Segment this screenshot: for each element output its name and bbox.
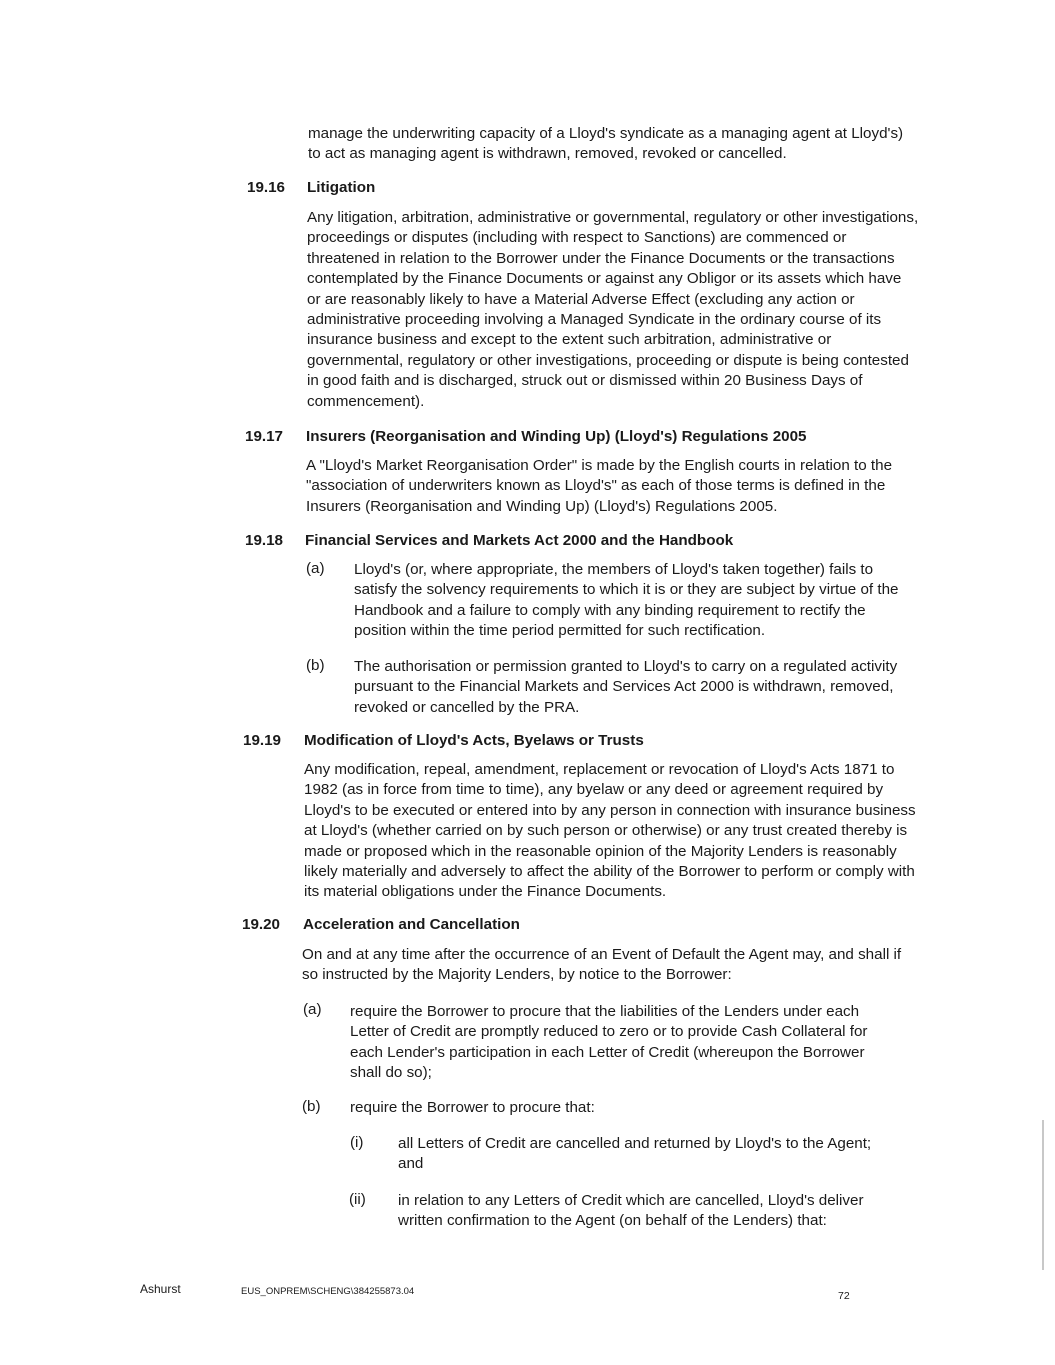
section-number-19-19: 19.19 [243, 732, 282, 749]
paragraph-label-a: (a) [303, 1001, 322, 1018]
section-heading-modification-lloyds-acts: Modification of Lloyd's Acts, Byelaws or Trusts [304, 732, 644, 749]
section-body-19-17: A "Lloyd's Market Reorganisation Order" is made by the English courts in relation to the "association of underwriters known as Lloyd's" as each of those terms is defined in the Insurers (Reorganisation and Winding Up) (Lloyd's) Regulations 2005. [306, 457, 893, 515]
section-heading-insurers-regulations: Insurers (Reorganisation and Winding Up) (Lloyd's) Regulations 2005 [306, 428, 807, 445]
subparagraph-19-20-b-i: all Letters of Credit are cancelled and returned by Lloyd's to the Agent; and [398, 1135, 872, 1173]
paragraph-19-18-a: Lloyd's (or, where appropriate, the members of Lloyd's taken together) fails to satisfy the solvency requirements to which it is or they are subject by virtue of the Handbook and a failure to comply with any binding requirement to rectify the position within the time period permitted for such rectification. [354, 561, 899, 640]
section-body-19-19: Any modification, repeal, amendment, replacement or revocation of Lloyd's Acts 1871 to 1982 (as in force from time to time), any byelaw or any deed or agreement required by Lloyd's to be executed or entered into by any person in connection with insurance business at Lloyd's (whether carried on by such person or otherwise) or any trust created thereby is made or proposed which in the reasonable opinion of the Majority Lenders is reasonably likely materially and adversely to affect the ability of the Borrower to perform or comply with its material obligations under the Finance Documents. [304, 761, 916, 901]
section-number-19-16: 19.16 [247, 179, 286, 196]
subparagraph-19-20-b-ii: in relation to any Letters of Credit which are cancelled, Lloyd's deliver written confirmation to the Agent (on behalf of the Lenders) that: [398, 1192, 864, 1230]
footer-page-number: 72 [838, 1290, 850, 1302]
paragraph-label-b: (b) [306, 657, 325, 674]
subparagraph-label-ii: (ii) [349, 1191, 366, 1208]
subparagraph-label-i: (i) [350, 1134, 364, 1151]
paragraph-19-18-b: The authorisation or permission granted to Lloyd's to carry on a regulated activity pursuant to the Financial Markets and Services Act 2000 is withdrawn, removed, revoked or cancelled by the PRA. [354, 658, 898, 716]
footer-firm-name: Ashurst [140, 1282, 181, 1296]
paragraph-label-b: (b) [302, 1098, 321, 1115]
scan-edge-mark [1042, 1120, 1044, 1270]
section-number-19-18: 19.18 [245, 532, 284, 549]
paragraph-label-a: (a) [306, 560, 325, 577]
section-heading-fsma-handbook: Financial Services and Markets Act 2000 and the Handbook [305, 532, 734, 549]
section-heading-acceleration-cancellation: Acceleration and Cancellation [303, 916, 520, 933]
paragraph-19-20-a: require the Borrower to procure that the liabilities of the Lenders under each Letter of Credit are promptly reduced to zero or to provide Cash Collateral for each Lender's participation in each Letter of Credit (whereupon the Borrower shall do so); [350, 1003, 868, 1082]
section-number-19-17: 19.17 [245, 428, 284, 445]
paragraph-19-20-b: require the Borrower to procure that: [350, 1099, 595, 1116]
intro-continuation: manage the underwriting capacity of a Lloyd's syndicate as a managing agent at Lloyd's) to act as managing agent is withdrawn, removed, revoked or cancelled. [308, 125, 904, 163]
section-number-19-20: 19.20 [242, 916, 281, 933]
footer-document-reference: EUS_ONPREM\SCHENG\384255873.04 [241, 1286, 415, 1297]
section-body-19-20: On and at any time after the occurrence of an Event of Default the Agent may, and shall if so instructed by the Majority Lenders, by notice to the Borrower: [302, 946, 902, 984]
section-heading-litigation: Litigation [307, 179, 376, 196]
section-body-19-16: Any litigation, arbitration, administrative or governmental, regulatory or other investigations, proceedings or disputes (including with respect to Sanctions) are commenced or threatened in relation to the Borrower under the Finance Documents or the transactions contemplated by the Finance Documents or against any Obligor or its assets which have or are reasonably likely to have a Material Adverse Effect (excluding any action or administrative proceeding involving a Managed Syndicate in the ordinary course of its insurance business and except to the extent such arbitration, administrative or governmental, regulatory or other investigations, proceeding or dispute is being contested in good faith and is discharged, struck out or dismissed within 20 Business Days of commencement). [307, 209, 919, 410]
